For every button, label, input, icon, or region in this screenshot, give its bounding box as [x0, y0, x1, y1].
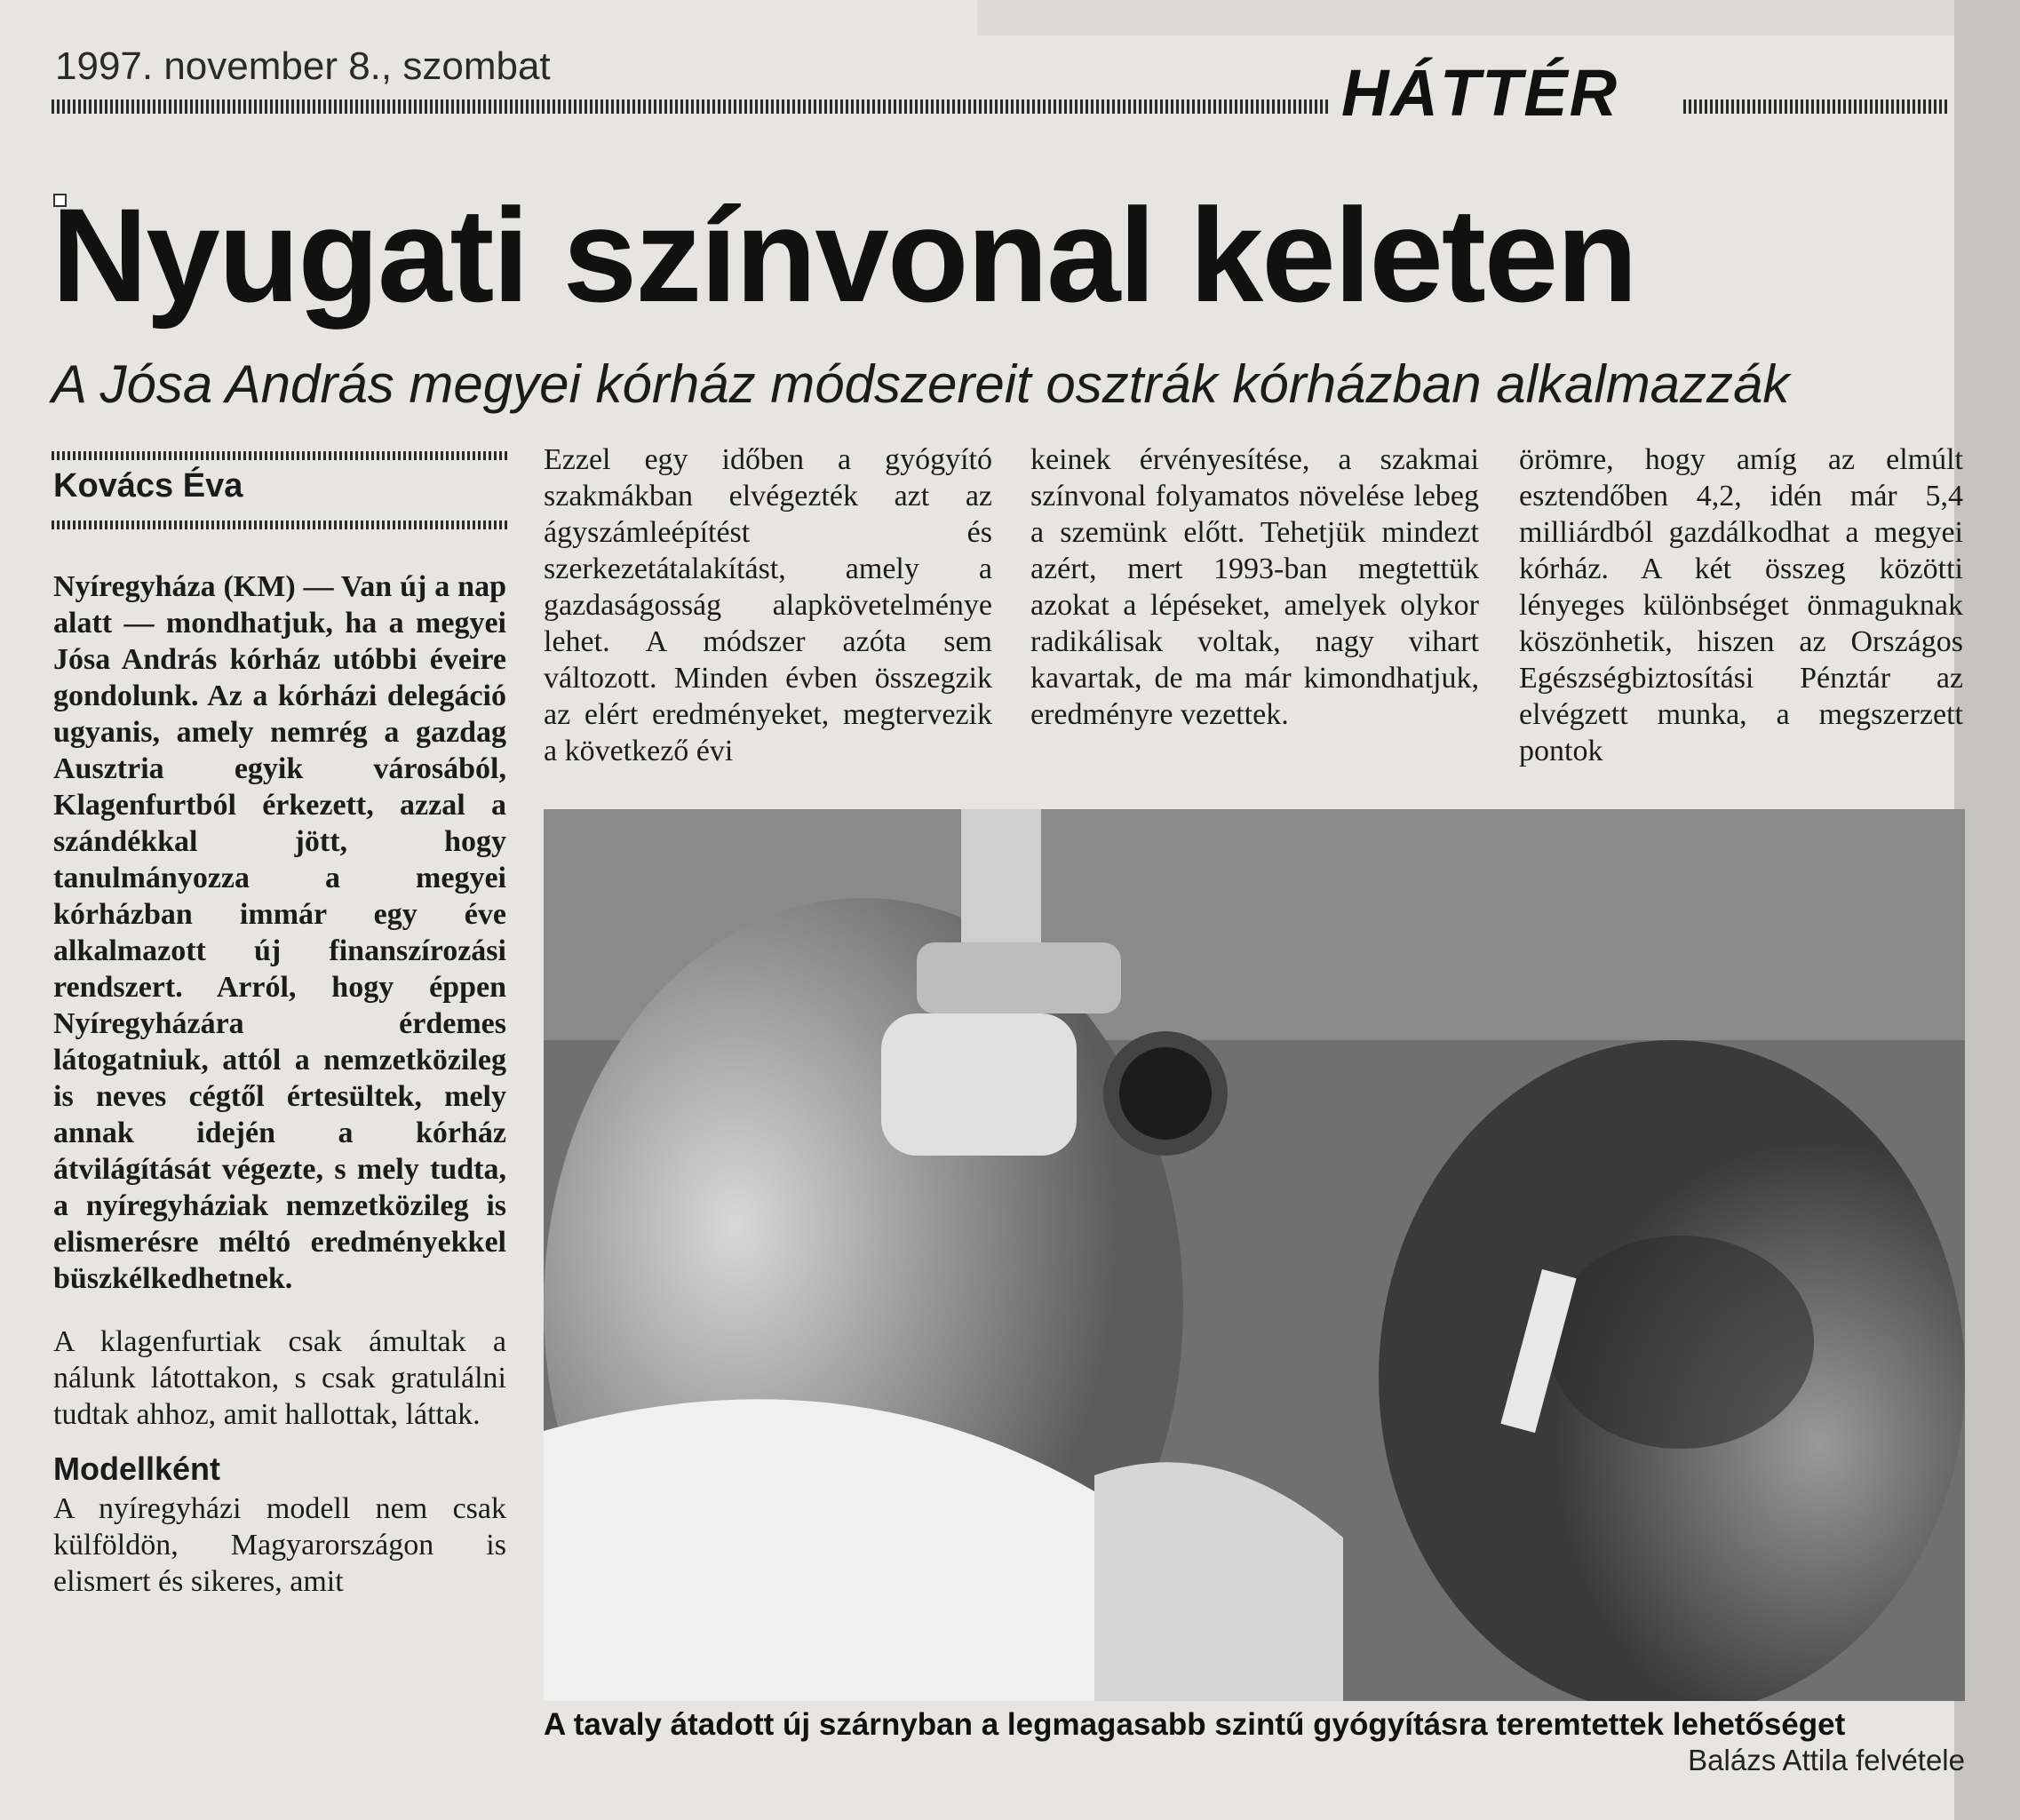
paragraph: örömre, hogy amíg az elmúlt esztendőben 4,2, idén már 5,4 milliárdból gazdálkodhat a megyei kórház. A két összeg közötti lényeges különbséget önmaguknak köszönhetik, hiszen az Országos Egészségbiztosítási Pénztár az elvégzett munka, a megszerzett pontok [1519, 443, 1963, 767]
header-rule-left [52, 99, 1331, 114]
photo-illustration [544, 809, 1965, 1701]
column-1 [53, 568, 506, 1600]
headline: Nyugati színvonal keleten [52, 180, 1636, 330]
lead-paragraph: Nyíregyháza (KM) — Van új a nap alatt — mondhatjuk, ha a megyei Jósa András kórház utóbbi éveire gondolunk. Az a kórházi delegáció ugyanis, amely nemrég a gazdag Ausztria egyik városából, Klagenfurtból érkezett, azzal a szándékkal jött, hogy tanulmányozza a megyei kórházban immár egy éve alkalmazott új finanszírozási rendszert. Arról, hogy éppen Nyíregyházára érdemes látogatniuk, attól a nemzetközileg is neves cégtől értesültek, mely annak idején a kórház átvilágítását végezte, s mely tudta, a nyíregyháziak nemzetközileg is elismerésre méltó eredményekkel büszkélkedhetnek. [53, 570, 506, 1295]
paragraph: A nyíregyházi modell nem csak külföldön, Magyarországon is elismert és sikeres, amit [53, 1492, 506, 1598]
paragraph: keinek érvényesítése, a szakmai színvonal folyamatos növelése lebeg a szemünk előtt. Tehetjük mindezt azért, mert 1993-ban megtettük azokat a lépéseket, amelyek olykor radikálisak voltak, nagy vihart kavartak, de ma már kimondhatjuk, eredményre vezettek. [1030, 443, 1479, 731]
subheading: Modellként [53, 1450, 221, 1487]
bleed-through-top [977, 0, 2020, 36]
column-4 [1519, 441, 1963, 769]
photo-credit: Balázs Attila felvétele [1688, 1744, 1965, 1776]
paragraph: Ezzel egy időben a gyógyító szakmákban elvégezték azt az ágyszámleépítést és szerkezetátalakítást, amely a gazdaságosság alapkövetelménye lehet. A módszer azóta sem változott. Minden évben összegzik az elért eredményeket, megtervezik a következő évi [544, 443, 992, 767]
subheadline: A Jósa András megyei kórház módszereit osztrák kórházban alkalmazzák [52, 354, 1790, 414]
column-3 [1030, 441, 1479, 733]
byline: Kovács Éva [53, 467, 243, 505]
article-photo [544, 809, 1965, 1701]
byline-rule-top [52, 451, 510, 460]
paragraph: A klagenfurtiak csak ámultak a nálunk látottakon, s csak gratulálni tudtak ahhoz, amit hallottak, láttak. [53, 1325, 506, 1431]
photo-caption: A tavaly átadott új szárnyban a legmagasabb szintű gyógyításra teremtettek lehetőséget [544, 1707, 1846, 1742]
column-2 [544, 441, 992, 769]
issue-date: 1997. november 8., szombat [55, 44, 551, 88]
section-title: HÁTTÉR [1341, 56, 1619, 130]
header-rule-right [1683, 99, 1950, 114]
byline-rule-bottom [52, 521, 510, 529]
